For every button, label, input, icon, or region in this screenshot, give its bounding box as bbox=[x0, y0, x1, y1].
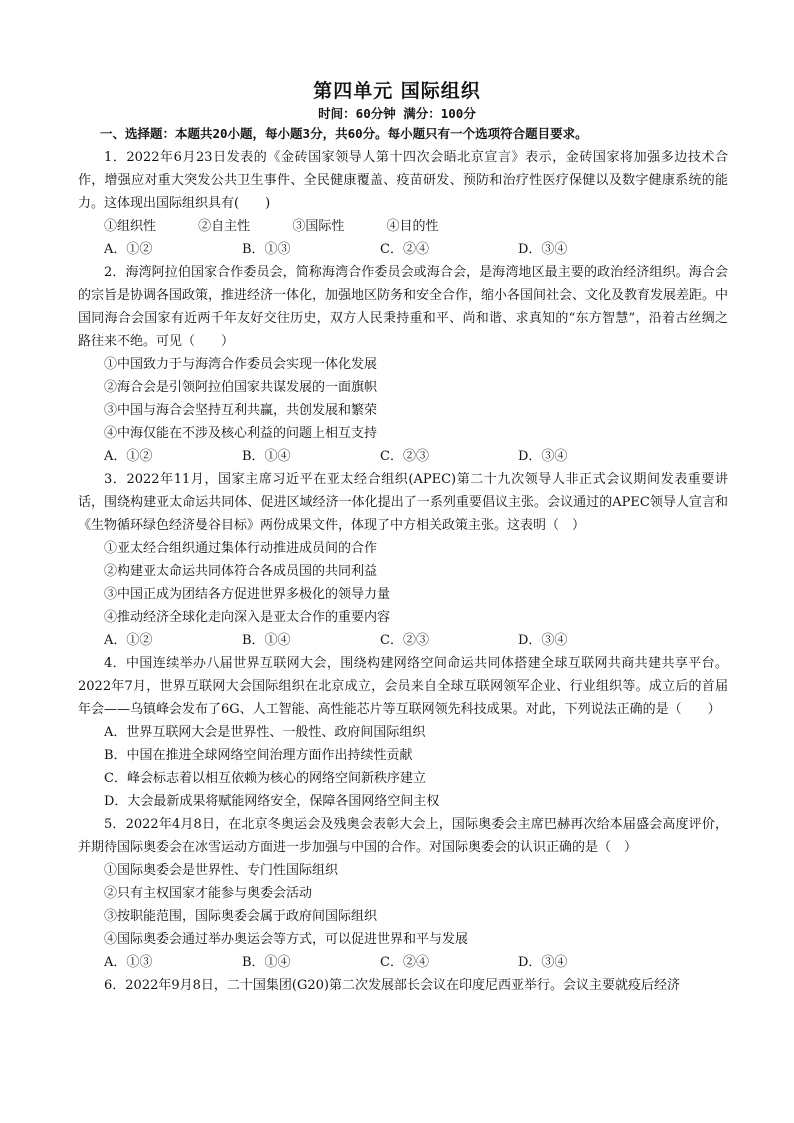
statement: ②构建亚太命运共同体符合各成员国的共同利益 bbox=[104, 564, 378, 579]
statement: ③国际性 bbox=[292, 219, 345, 234]
question-3 bbox=[78, 468, 728, 652]
statement: ②自主性 bbox=[198, 219, 251, 234]
option-a[interactable]: A．世界互联网大会是世界性、一般性、政府间国际组织 bbox=[104, 725, 426, 740]
statement: ①中国致力于与海湾合作委员会实现一体化发展 bbox=[104, 357, 378, 372]
option-c[interactable]: C．②③ bbox=[380, 449, 429, 464]
question-stem: 2．海湾阿拉伯国家合作委员会，简称海湾合作委员会或海合会，是海湾地区最主要的政治经济组织。海合会的宗旨是协调各国政策，推进经济一体化，加强地区防务和安全合作，缩小各国间社会、文化及教育发展差距。中国同海合会国家有近两千年友好交往历史，双方人民秉持重和平、尚和谐、求真知的“东方智慧”，沿着古丝绸之路往来不绝。可见（ ） bbox=[78, 265, 729, 349]
option-d[interactable]: D．③④ bbox=[518, 633, 568, 648]
exam-meta: 时间：60分钟 满分：100分 bbox=[318, 106, 476, 121]
option-b[interactable]: B．①④ bbox=[242, 955, 291, 970]
question-stem: 3．2022年11月，国家主席习近平在亚太经合组织(APEC)第二十九次领导人非正式会议期间发表重要讲话，围绕构建亚太命运共同体、促进区域经济一体化提出了一系列重要倡议主张。会议通过的APEC领导人宣言和《生物循环绿色经济曼谷目标》两份成果文件，体现了中方相关政策主张。这表明（ ） bbox=[78, 472, 728, 533]
option-b[interactable]: B．中国在推进全球网络空间治理方面作出持续性贡献 bbox=[104, 748, 413, 763]
answer-options bbox=[78, 629, 728, 652]
statement: ③中国与海合会坚持互利共赢，共创发展和繁荣 bbox=[104, 403, 378, 418]
statement: ④目的性 bbox=[386, 219, 439, 234]
answer-options bbox=[78, 445, 728, 468]
option-b[interactable]: B．①④ bbox=[242, 449, 291, 464]
statement: ④国际奥委会通过举办奥运会等方式，可以促进世界和平与发展 bbox=[104, 932, 469, 947]
statement: ②海合会是引领阿拉伯国家共谋发展的一面旗帜 bbox=[104, 380, 378, 395]
statement: ①亚太经合组织通过集体行动推进成员间的合作 bbox=[104, 541, 378, 556]
option-b[interactable]: B．①③ bbox=[242, 242, 291, 257]
question-2 bbox=[78, 261, 728, 468]
statement: ③按职能范围，国际奥委会属于政府间国际组织 bbox=[104, 909, 378, 924]
option-d[interactable]: D．③④ bbox=[518, 242, 568, 257]
question-stem: 5．2022年4月8日，在北京冬奥运会及残奥会表彰大会上，国际奥委会主席巴赫再次给本届盛会高度评价，并期待国际奥委会在冰雪运动方面进一步加强与中国的合作。对国际奥委会的认识正确的是（ ） bbox=[78, 817, 728, 855]
statement: ①组织性 bbox=[104, 219, 157, 234]
option-d[interactable]: D．③④ bbox=[518, 955, 568, 970]
statement-row bbox=[78, 215, 728, 238]
option-a[interactable]: A．①③ bbox=[104, 955, 153, 970]
option-d[interactable]: D．大会最新成果将赋能网络安全，保障各国网络空间主权 bbox=[104, 794, 440, 809]
question-list bbox=[78, 146, 728, 997]
option-c[interactable]: C．峰会标志着以相互依赖为核心的网络空间新秩序建立 bbox=[104, 771, 426, 786]
question-4 bbox=[78, 652, 728, 813]
question-5 bbox=[78, 813, 728, 974]
option-b[interactable]: B．①④ bbox=[242, 633, 291, 648]
statement: ④中海仅能在不涉及核心利益的问题上相互支持 bbox=[104, 426, 378, 441]
page-title: 第四单元 国际组织 bbox=[313, 80, 481, 102]
answer-options bbox=[78, 238, 728, 261]
option-d[interactable]: D．③④ bbox=[518, 449, 568, 464]
section-instructions: 一、选择题：本题共20小题，每小题3分，共60分。每小题只有一个选项符合题目要求。 bbox=[100, 126, 588, 141]
statement: ①国际奥委会是世界性、专门性国际组织 bbox=[104, 863, 339, 878]
question-1 bbox=[78, 146, 728, 261]
option-a[interactable]: A．①② bbox=[104, 633, 153, 648]
statement: ④推动经济全球化走向深入是亚太合作的重要内容 bbox=[104, 610, 391, 625]
option-a[interactable]: A．①② bbox=[104, 242, 153, 257]
option-a[interactable]: A．①② bbox=[104, 449, 153, 464]
answer-options bbox=[78, 951, 728, 974]
statement: ②只有主权国家才能参与奥委会活动 bbox=[104, 886, 313, 901]
option-c[interactable]: C．②④ bbox=[380, 955, 429, 970]
question-stem: 4．中国连续举办八届世界互联网大会，围绕构建网络空间命运共同体搭建全球互联网共商共建共享平台。2022年7月，世界互联网大会国际组织在北京成立，会员来自全球互联网领军企业、行业组织等。成立后的首届年会——乌镇峰会发布了6G、人工智能、高性能芯片等互联网领先科技成果。对此，下列说法正确的是（ ） bbox=[78, 656, 728, 717]
question-stem: 1．2022年6月23日发表的《金砖国家领导人第十四次会晤北京宣言》表示，金砖国家将加强多边技术合作，增强应对重大突发公共卫生事件、全民健康覆盖、疫苗研发、预防和治疗性医疗保健以及数字健康系统的能力。这体现出国际组织具有( ) bbox=[78, 150, 728, 211]
question-stem: 6．2022年9月8日，二十国集团(G20)第二次发展部长会议在印度尼西亚举行。会议主要就疫后经济 bbox=[104, 978, 680, 993]
option-c[interactable]: C．②④ bbox=[380, 242, 429, 257]
statement: ③中国正成为团结各方促进世界多极化的领导力量 bbox=[104, 587, 391, 602]
option-c[interactable]: C．②③ bbox=[380, 633, 429, 648]
question-6 bbox=[78, 974, 728, 997]
